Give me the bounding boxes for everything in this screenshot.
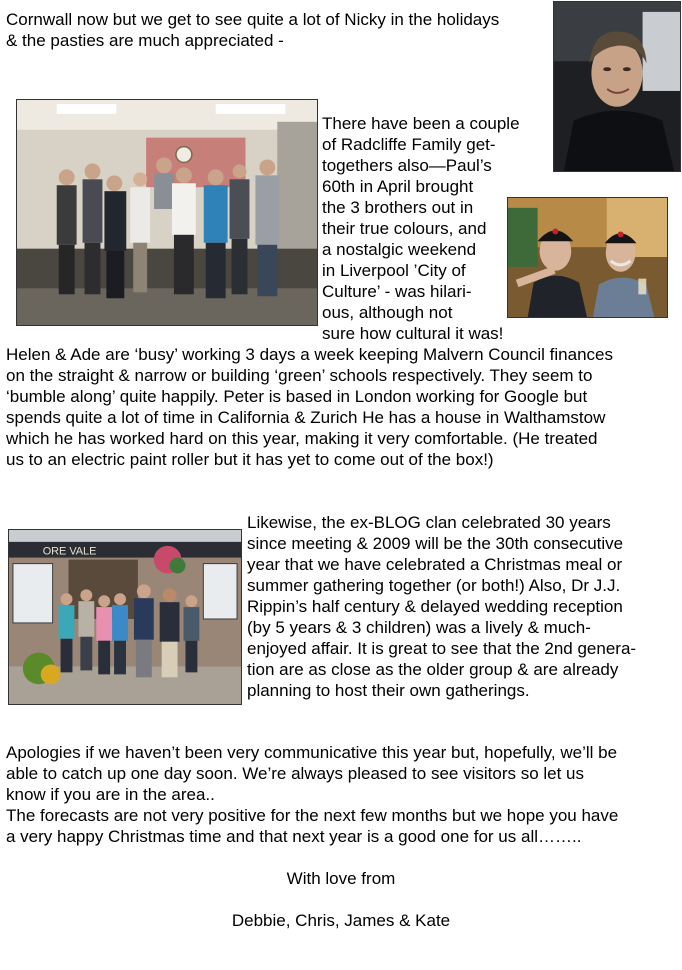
family-line: a nostalgic weekend (322, 240, 477, 259)
family-line: in Liverpool ’City of (322, 261, 466, 280)
family-line: of Radcliffe Family get- (322, 135, 496, 154)
signoff-names: Debbie, Chris, James & Kate (231, 911, 451, 930)
family-line: sure how cultural it was! (322, 324, 504, 343)
closing-line: know if you are in the area.. (6, 785, 215, 804)
photo-nicky-portrait (553, 1, 681, 172)
blog-line: planning to host their own gatherings. (247, 681, 530, 700)
family-line: ous, although not (322, 303, 453, 322)
blog-line: summer gathering together (or both!) Also, Dr J.J. (247, 576, 621, 595)
closing-line: a very happy Christmas time and that next year is a good one for us all…….. (6, 827, 582, 846)
photo-brothers-in-hats (507, 197, 668, 318)
helen-line: which he has worked hard on this year, making it very comfortable. (He treated (6, 429, 598, 448)
helen-line: Helen & Ade are ‘busy’ working 3 days a week keeping Malvern Council finances (6, 345, 613, 364)
family-line: their true colours, and (322, 219, 487, 238)
family-line: togethers also—Paul’s (322, 156, 492, 175)
blog-line: since meeting & 2009 will be the 30th consecutive (247, 534, 624, 553)
blog-line: enjoyed affair. It is great to see that the 2nd genera- (247, 639, 637, 658)
blog-line: Likewise, the ex-BLOG clan celebrated 30 years (247, 513, 611, 532)
signoff-greeting: With love from (286, 869, 396, 888)
photo-blog-clan-outside-pub (8, 529, 242, 705)
intro-line: & the pasties are much appreciated - (6, 31, 284, 50)
blog-line: year that we have celebrated a Christmas meal or (247, 555, 623, 574)
closing-line: The forecasts are not very positive for the next few months but we hope you have (6, 806, 619, 825)
helen-line: on the straight & narrow or building ‘green’ schools respectively. They seem to (6, 366, 593, 385)
family-line: 60th in April brought (322, 177, 474, 196)
blog-line: Rippin’s half century & delayed wedding reception (247, 597, 623, 616)
family-line: the 3 brothers out in (322, 198, 474, 217)
intro-line: Cornwall now but we get to see quite a lot of Nicky in the holidays (6, 10, 500, 29)
blog-line: (by 5 years & 3 children) was a lively & much- (247, 618, 591, 637)
photo-radcliffe-family-group (16, 99, 318, 326)
helen-line: spends quite a lot of time in California & Zurich He has a house in Walthamstow (6, 408, 606, 427)
closing-line: able to catch up one day soon. We’re always pleased to see visitors so let us (6, 764, 585, 783)
blog-line: tion are as close as the older group & are already (247, 660, 619, 679)
pub-sign-text: ORE VALE (42, 545, 97, 558)
closing-line: Apologies if we haven’t been very communicative this year but, hopefully, we’ll be (6, 743, 618, 762)
family-line: Culture’ - was hilari- (322, 282, 472, 301)
family-line: There have been a couple (322, 114, 520, 133)
helen-line: us to an electric paint roller but it has yet to come out of the box!) (6, 450, 494, 469)
helen-line: ‘bumble along’ quite happily. Peter is based in London working for Google but (6, 387, 588, 406)
